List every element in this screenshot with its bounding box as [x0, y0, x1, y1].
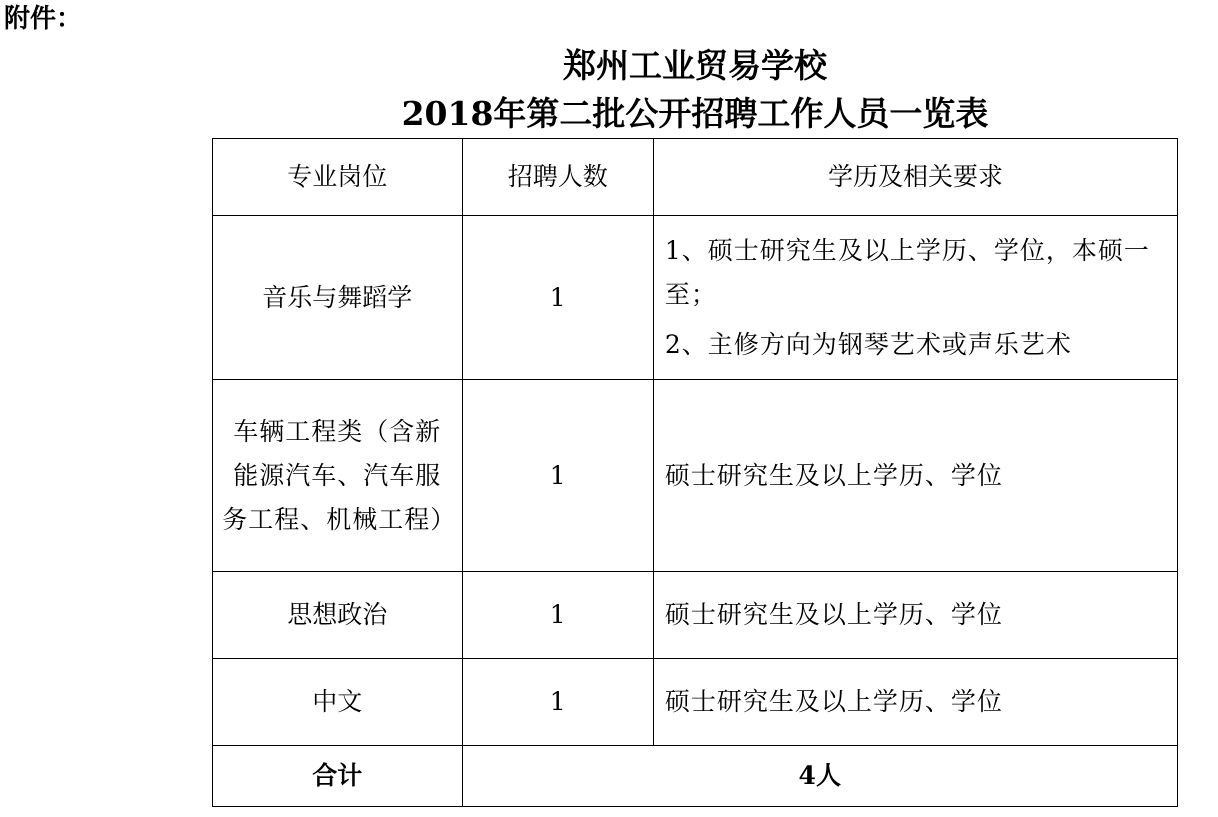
- cell-count: 1: [462, 659, 653, 746]
- table-row: [213, 572, 1178, 659]
- document-subtitle: 2018年第二批公开招聘工作人员一览表: [401, 94, 989, 133]
- requirement-item: 硕士研究生及以上学历、学位: [664, 600, 1003, 629]
- cell-requirements: [653, 216, 1177, 380]
- attachment-label: 附件：: [4, 4, 83, 34]
- table-total-row: [213, 746, 1178, 807]
- requirement-item: 2、主修方向为钢琴艺术或声乐艺术: [664, 329, 1072, 359]
- total-label: 合计: [213, 746, 463, 807]
- cell-requirements: [653, 380, 1177, 572]
- table-row: [213, 216, 1178, 380]
- cell-requirements: [653, 572, 1177, 659]
- recruitment-table: [212, 138, 1178, 807]
- total-value: 4人: [462, 746, 1177, 807]
- header-count: 招聘人数: [462, 139, 653, 216]
- document-title: 郑州工业贸易学校: [563, 46, 827, 85]
- requirement-item: 硕士研究生及以上学历、学位: [664, 460, 1003, 490]
- cell-position: [213, 380, 463, 572]
- requirement-item: 1、硕士研究生及以上学历、学位，本硕一至；: [664, 235, 1150, 309]
- position-text: 车辆工程类（含新能源汽车、汽车服务工程、机械工程）: [222, 416, 457, 534]
- table-header-row: [213, 139, 1178, 216]
- table-row: [213, 380, 1178, 572]
- cell-count: 1: [462, 216, 653, 380]
- table-row: [213, 659, 1178, 746]
- cell-count: 1: [462, 572, 653, 659]
- cell-position: 音乐与舞蹈学: [213, 216, 463, 380]
- cell-position: 思想政治: [213, 572, 463, 659]
- cell-count: 1: [462, 380, 653, 572]
- cell-position: 中文: [213, 659, 463, 746]
- cell-requirements: [653, 659, 1177, 746]
- requirement-item: 硕士研究生及以上学历、学位: [664, 687, 1003, 716]
- header-requirements: 学历及相关要求: [653, 139, 1177, 216]
- header-position: 专业岗位: [213, 139, 463, 216]
